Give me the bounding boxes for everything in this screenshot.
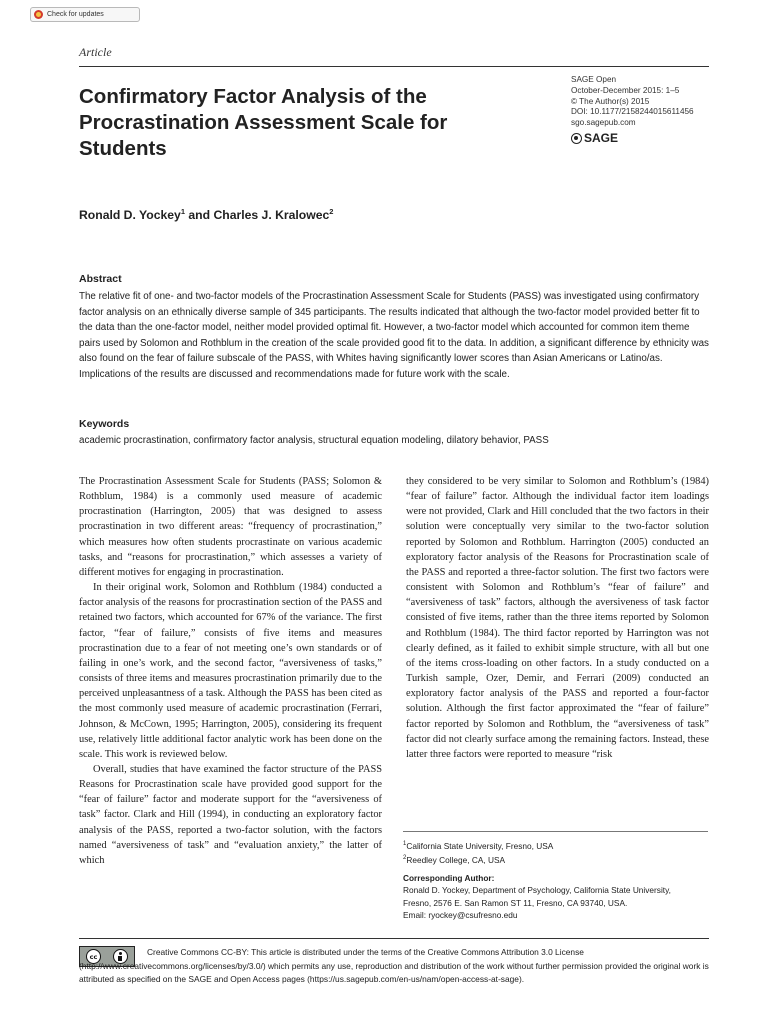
affiliation-text: California State University, Fresno, USA: [406, 840, 554, 851]
paper-title: Confirmatory Factor Analysis of the Procrastination Assessment Scale for Students: [79, 85, 448, 160]
sage-logo-text: SAGE: [584, 131, 619, 146]
journal-issue: October-December 2015: 1–5: [571, 85, 680, 95]
abstract-text: The relative fit of one- and two-factor models of the Procrastination Assessment Scale for Students (PASS) was investigated using confirmatory factor analysis on an ethnically diverse sample of 345 participants. The results indicated that although the two-factor model provided better fit to the data than the one-factor model, neither model provided optimal fit. However, a two-factor model which accounted for common item theme pairs used by Solomon and Rothblum in the creation of the scale provided good fit to the data. In addition, a significant difference by ethnicity was also found on the fear of failure subscale of the PASS, with Whites having significantly lower scores than Asian Americans or Latino/as. Implications of the results are discussed and recommendations made for future work with the scale.: [79, 291, 709, 380]
affiliation-marker: 1: [180, 207, 185, 216]
footnotes: [403, 838, 713, 921]
keywords-heading: Keywords: [79, 418, 130, 430]
sage-logo-icon: [571, 133, 582, 144]
copyright-line: © The Author(s) 2015: [571, 96, 650, 106]
corresponding-author-line: Ronald D. Yockey, Department of Psychology, California State University,: [403, 885, 671, 896]
body-paragraph: The Procrastination Assessment Scale for Students (PASS; Solomon & Rothblum, 1984) is a commonly used measure of academic procrastination (Harrington, 2005) that was designed to assess procrastination in two different areas: “frequency of procrastination,” which measures how often students procrastinate on various academic tasks, and “reasons for procrastination,” which assesses a variety of different motives for engaging in procrastination.: [79, 476, 382, 578]
body-paragraph: they considered to be very similar to Solomon and Rothblum’s (1984) “fear of failure” factor. Although the individual factor item loadings were not provided, Clark and Hill concluded that the two factors in their solution were conceptually very similar to the two-factor solution reported by Solomon and Rothblum. Harrington (2005) conducted an exploratory factor analysis of the Reasons for Procrastination scale of the PASS and reported a three-factor solution. The first two factors were consistent with Solomon and Rothblum’s “fear of failure” and “aversiveness of task” factors, although the aversiveness of task factor consisted of five items, rather than the three items reported by Solomon and Rothblum (1984). The third factor reported by Harrington was not clearly defined, as it failed to exhibit simple structure, with all but one of the items cross-loading on other factors. In a study conducted on a Turkish sample, Ozer, Demir, and Ferrari (2009) conducted an exploratory factor analysis of the PASS and reported a four-factor solution. Although the first factor approximated the “fear of failure” factor reported by Solomon and Rothblum, the “aversiveness of task” factor did not clearly surface among the remaining factors. Instead, these latter three factors were reported to measure “risk: [406, 476, 709, 760]
body-column-left: [79, 474, 382, 868]
affiliation-footnote: [403, 838, 713, 852]
footnote-marker: 1: [403, 841, 407, 847]
body-paragraph: In their original work, Solomon and Rothblum (1984) conducted a factor analysis of the reasons for procrastination section of the PASS and retained two factors, which accounted for 67% of the variance. The first factor, “fear of failure,” consists of five items and measures procrastination due to a fear of not meeting one’s own standards or of failing in one’s work, and the second factor, “aversiveness of tasks,” consists of three items and measures procrastination primarily due to the perceived unpleasantness of a task. Although the PASS has been cited as the most commonly used measure of academic procrastination (Ferrari, Johnson, & McCown, 1995; Harrington, 2005), considering its frequent use, relatively little additional factor analytic work has been done on the scale. This work is reviewed below.: [79, 582, 382, 760]
article-type-label: Article: [79, 45, 112, 59]
license-text: Creative Commons CC-BY: This article is distributed under the terms of the Creative Commons Attribution 3.0 License (http://www.creativecommons.org/licenses/by/3.0/) which permits any use, reproduction and distribution of the work without further permission provided the original work is attributed as specified on the SAGE and Open Access pages (https://us.sagepub.com/en-us/nam/open-access-at-sage).: [79, 947, 709, 985]
affiliation-marker: 2: [329, 207, 334, 216]
corresponding-author-email[interactable]: Email: ryockey@csufresno.edu: [403, 910, 518, 921]
creative-commons-icon: cc: [86, 949, 101, 964]
journal-website-link[interactable]: sgo.sagepub.com: [571, 118, 636, 128]
doi-link[interactable]: DOI: 10.1177/2158244015611456: [571, 107, 694, 117]
body-column-right: [406, 474, 709, 762]
affiliation-text: Reedley College, CA, USA: [406, 854, 506, 865]
sage-logo: [571, 133, 761, 144]
affiliation-footnote: [403, 852, 713, 866]
author-name: Ronald D. Yockey: [79, 208, 181, 223]
license-divider: [79, 938, 709, 939]
author-conjunction: and: [185, 208, 214, 223]
check-for-updates-icon: [34, 10, 43, 19]
body-paragraph: Overall, studies that have examined the factor structure of the PASS Reasons for Procrastination scale have provided good support for the “fear of failure” factor and moderate support for the “aversiveness of task” factor. Clark and Hill (1994), in conducting an exploratory factor analysis of the PASS, reported a two-factor solution, with the factors named “aversiveness of task” and “evaluation anxiety,” the latter of which: [79, 763, 382, 866]
footnote-divider: [403, 831, 708, 832]
author-list: [79, 207, 333, 222]
corresponding-author-line: Fresno, 2576 E. San Ramon ST 11, Fresno, CA 93740, USA.: [403, 897, 628, 908]
corresponding-author-heading: Corresponding Author:: [403, 873, 495, 884]
header-divider: [79, 66, 709, 67]
check-for-updates-badge[interactable]: [30, 7, 140, 22]
keywords-text: academic procrastination, confirmatory factor analysis, structural equation modeling, dilatory behavior, PASS: [79, 435, 549, 446]
abstract-heading: Abstract: [79, 273, 122, 285]
journal-metadata: [571, 75, 761, 144]
check-for-updates-label: Check for updates: [47, 11, 104, 18]
journal-name: SAGE Open: [571, 75, 617, 84]
footnote-marker: 2: [403, 855, 407, 862]
author-name: Charles J. Kralowec: [213, 208, 330, 223]
